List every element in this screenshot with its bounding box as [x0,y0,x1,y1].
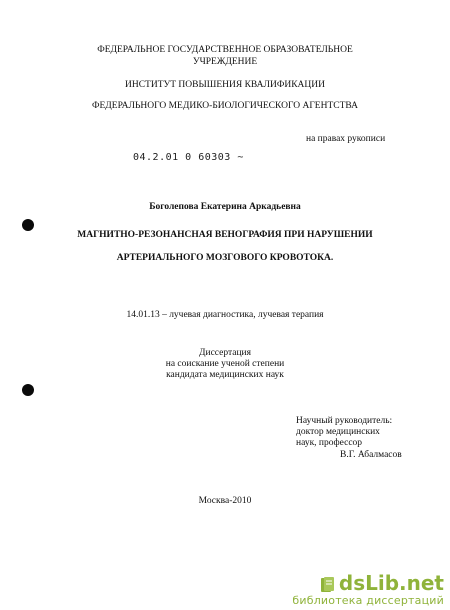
institution-line-4: ФЕДЕРАЛЬНОГО МЕДИКО-БИОЛОГИЧЕСКОГО АГЕНТСТВА [91,101,359,111]
degree-line-2: на соискание ученой степени [165,359,285,369]
book-icon [320,576,336,594]
watermark-logo [292,572,444,594]
author-name: Боголепова Екатерина Аркадьевна [149,202,301,212]
dissertation-title-line-2: АРТЕРИАЛЬНОГО МОЗГОВОГО КРОВОТОКА. [116,253,334,263]
stamp-number: 04.2.01 0 60303 ~ [133,152,244,163]
watermark [292,572,444,608]
institution-line-1: ФЕДЕРАЛЬНОЕ ГОСУДАРСТВЕННОЕ ОБРАЗОВАТЕЛЬНОЕ [97,45,353,55]
watermark-caption: библиотека диссертаций [292,594,444,607]
supervisor-line-2: доктор медицинских [296,427,380,437]
watermark-site: dsLib.net [338,571,444,595]
institution-line-2: УЧРЕЖДЕНИЕ [192,57,258,67]
supervisor-line-4: В.Г. Абалмасов [340,450,402,460]
degree-line-3: кандидата медицинских наук [166,370,284,380]
supervisor-line-1: Научный руководитель: [296,416,393,426]
manuscript-note: на правах рукописи [306,134,386,144]
binder-hole-bottom [22,384,34,396]
specialty-code: 14.01.13 – лучевая диагностика, лучевая терапия [126,310,324,320]
degree-line-1: Диссертация [199,348,251,358]
dissertation-title-line-1: МАГНИТНО-РЕЗОНАНСНАЯ ВЕНОГРАФИЯ ПРИ НАРУШЕНИИ [77,230,373,240]
city-year: Москва-2010 [198,496,252,506]
supervisor-line-3: наук, профессор [296,438,363,448]
institution-line-3: ИНСТИТУТ ПОВЫШЕНИЯ КВАЛИФИКАЦИИ [125,80,325,90]
